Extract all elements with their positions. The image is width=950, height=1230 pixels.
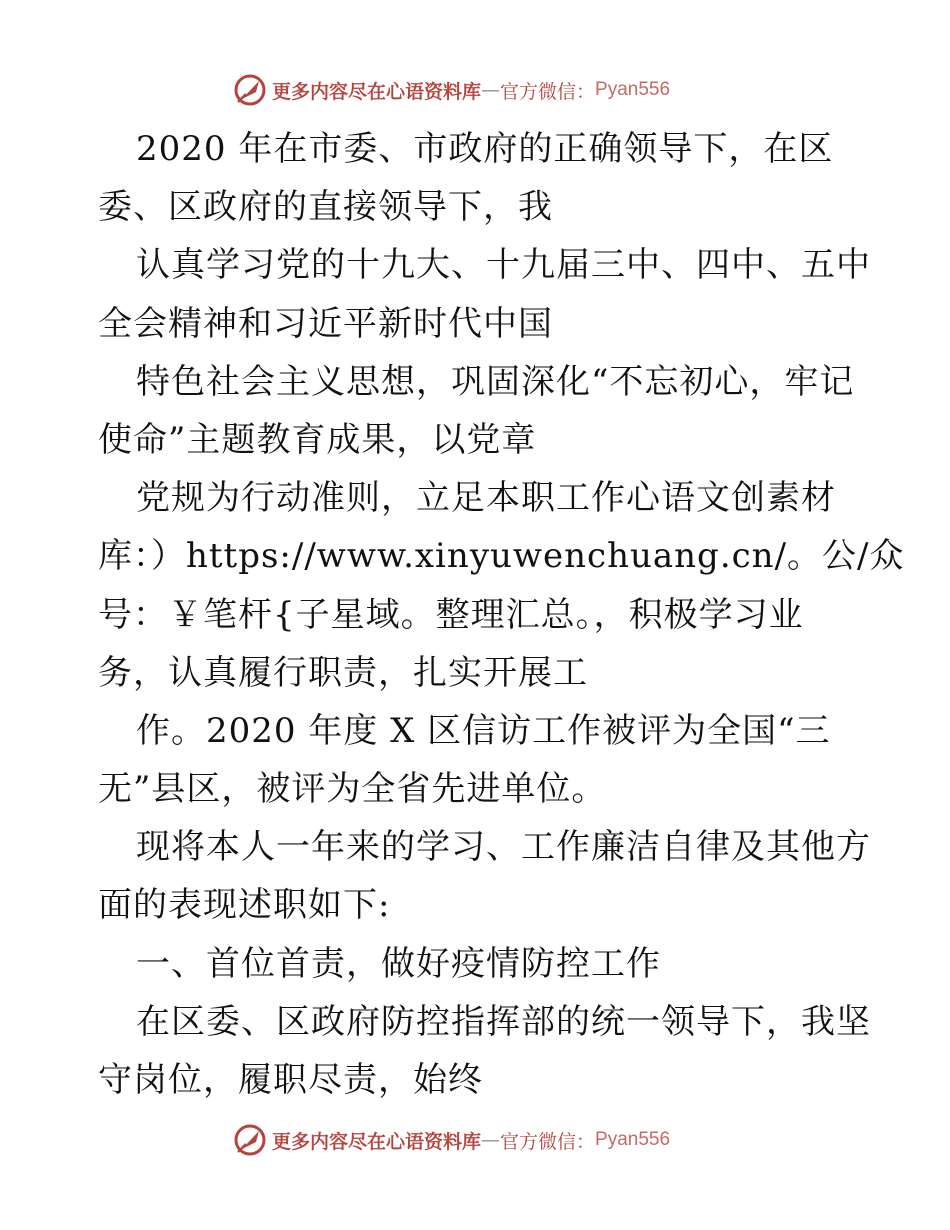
footer-watermark	[232, 1120, 712, 1160]
text-line: 作。2020 年度 X 区信访工作被评为全国“三	[136, 710, 831, 751]
watermark-wechat-id: Pyan556	[595, 79, 671, 100]
watermark-main-text: 更多内容尽在心语资料库	[272, 1130, 482, 1153]
feather-pen-logo-icon	[232, 72, 268, 108]
section-heading: 一、首位首责，做好疫情防控工作	[136, 943, 661, 984]
text-line: 面的表现述职如下:	[98, 885, 391, 926]
text-line: 守岗位，履职尽责，始终	[98, 1060, 483, 1100]
document-body	[98, 120, 905, 1109]
watermark-wechat-label: 官方微信：	[500, 1130, 596, 1153]
watermark-dash: —	[481, 1129, 501, 1151]
text-line: 委、区政府的直接领导下，我	[98, 187, 553, 228]
text-line: 2020 年在市委、市政府的正确领导下，在区	[136, 129, 834, 169]
text-line: 无”县区，被评为全省先进单位。	[98, 769, 607, 810]
text-line: 号：￥笔杆{子星域。整理汇总。，积极学习业	[98, 594, 804, 635]
text-line-url: 库：）https://www.xinyuwenchuang.cn/。公/众	[98, 536, 905, 577]
text-line: 使命”主题教育成果，以党章	[98, 419, 537, 460]
watermark-dash: —	[481, 79, 501, 101]
text-line: 党规为行动准则，立足本职工作心语文创素材	[136, 478, 836, 519]
watermark-wechat-label: 官方微信：	[500, 80, 596, 103]
text-line: 现将本人一年来的学习、工作廉洁自律及其他方	[136, 827, 871, 868]
text-line: 务，认真履行职责，扎实开展工	[98, 652, 588, 693]
feather-pen-logo-icon	[232, 1122, 268, 1158]
text-line: 在区委、区政府防控指挥部的统一领导下，我坚	[136, 1001, 871, 1042]
text-line: 全会精神和习近平新时代中国	[98, 303, 553, 344]
text-line: 特色社会主义思想，巩固深化“不忘初心，牢记	[136, 361, 855, 402]
header-watermark	[232, 70, 712, 110]
text-line: 认真学习党的十九大、十九届三中、四中、五中	[136, 245, 871, 286]
watermark-wechat-id: Pyan556	[595, 1129, 671, 1150]
watermark-main-text: 更多内容尽在心语资料库	[272, 80, 482, 103]
